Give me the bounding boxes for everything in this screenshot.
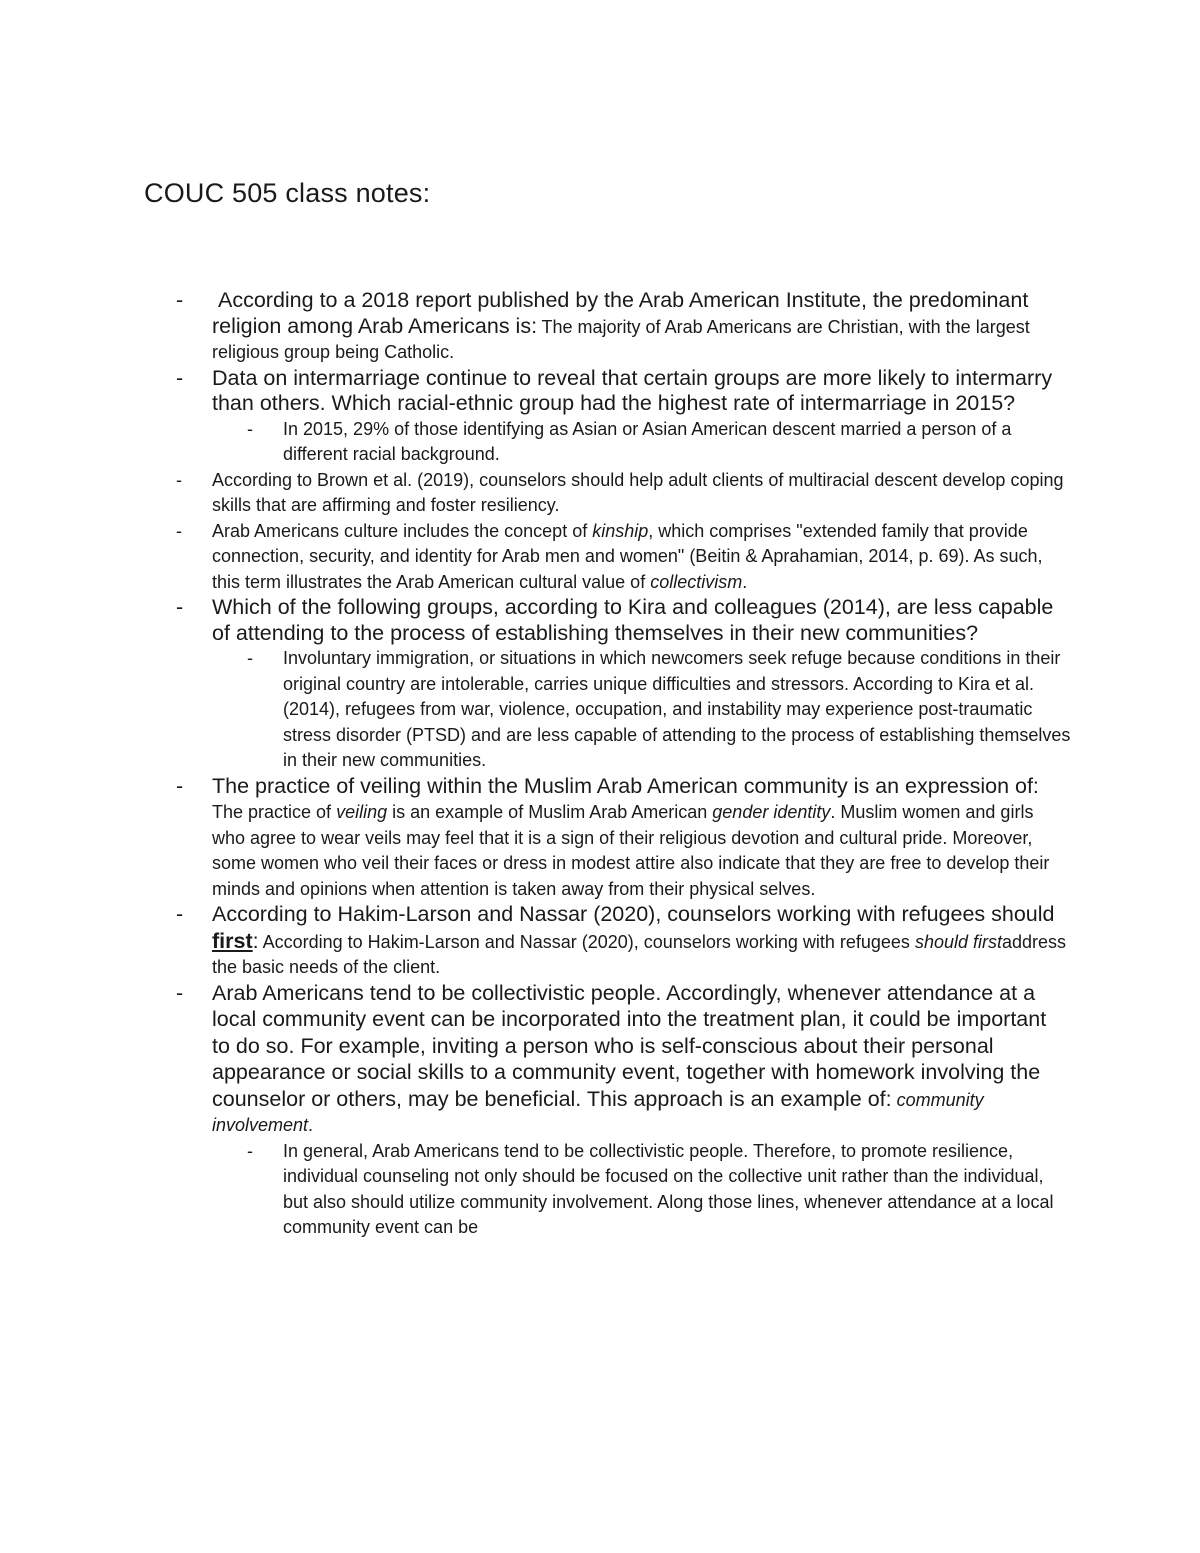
note-kira <box>0 595 1200 646</box>
answer-text: In general, Arab Americans tend to be collectivistic people. Therefore, to promote resilience, individual counseling not only should be focused on the collective unit rather than the individual, but also should utilize community involvement. Along those lines, whenever attendance at a local community event can be <box>283 1140 1054 1237</box>
sub-bullet-dash: - <box>247 648 253 668</box>
bullet-dash: - <box>176 902 184 926</box>
question-text: Data on intermarriage continue to reveal that certain groups are more likely to intermarry than others. Which racial-ethnic group had the highest rate of intermarriage in 2015? <box>212 365 1053 415</box>
bullet-dash: - <box>176 288 184 312</box>
note-religion <box>0 288 1200 366</box>
sub-bullet-dash: - <box>247 1140 253 1161</box>
question-answer-text: Arab Americans tend to be collectivistic people. Accordingly, whenever attendance at a local community event can be incorporated into the treatment plan, it could be important to do so. For example, inviting a person who is self-conscious about their personal appearance or social skills to a community event, together with homework involving the counselor or others, may be beneficial. This approach is an example of: community involvement. <box>212 980 1047 1135</box>
note-multiracial <box>0 468 1200 519</box>
collectivism-term: collectivism <box>650 571 743 592</box>
sub-bullet-dash: - <box>247 418 253 439</box>
should-first-term: should first <box>914 931 1002 952</box>
question-text: The practice of veiling within the Muslim Arab American community is an expression of: <box>212 773 1039 798</box>
sub-note-kira <box>0 646 1200 774</box>
answer-term: community involvement <box>212 1089 984 1135</box>
question-text: According to a 2018 report published by the Arab American Institute, the predominant religion among Arab Americans is: <box>212 288 1029 338</box>
note-kinship <box>0 519 1200 596</box>
sub-note-community <box>0 1139 1200 1241</box>
sub-note-intermarriage <box>0 417 1200 468</box>
bullet-dash: - <box>176 595 184 619</box>
note-refugees <box>0 902 1200 981</box>
answer-text: In 2015, 29% of those identifying as Asian or Asian American descent married a person of a different racial background. <box>283 418 1012 464</box>
answer-text: Involuntary immigration, or situations in which newcomers seek refuge because conditions in their original country are intolerable, carries unique difficulties and stressors. According to Kira et al. (2014), refugees from war, violence, occupation, and instability may experience post-traumatic stress disorder (PTSD) and are less capable of attending to the process of establishing themselves in their new communities. <box>283 648 1071 770</box>
bullet-dash: - <box>176 773 184 798</box>
gender-identity-term: gender identity <box>712 802 831 822</box>
veiling-term: veiling <box>336 802 388 822</box>
question-answer-text: The practice of veiling within the Muslim Arab American community is an expression of: The practice of veiling is an example of Muslim Arab American gender identity. Muslim women and girls who agree to wear veils may feel that it is a sign of their religious devotion and cultural pride. Moreover, some women who veil their faces or dress in modest attire also indicate that they are free to develop their minds and opinions when attention is taken away from their physical selves. <box>212 773 1050 899</box>
bullet-dash: - <box>176 469 182 490</box>
question-text: Arab Americans tend to be collectivistic people. Accordingly, whenever attendance at a local community event can be incorporated into the treatment plan, it could be important to do so. For example, inviting a person who is self-conscious about their personal appearance or social skills to a community event, together with homework involving the counselor or others, may be beneficial. This approach is an example of: <box>212 980 1047 1111</box>
bullet-dash: - <box>176 520 182 541</box>
bullet-dash: - <box>176 980 184 1005</box>
answer-text: The majority of Arab Americans are Christian, with the largest religious group being Catholic. <box>212 316 1030 362</box>
answer-text: Arab Americans culture includes the concept of kinship, which comprises "extended family that provide connection, security, and identity for Arab men and women" (Beitin & Aprahamian, 2014, p. 69). As such, this term illustrates the Arab American cultural value of collectivism. <box>212 520 1043 592</box>
bullet-dash: - <box>176 365 184 390</box>
question-answer-text: According to Hakim-Larson and Nassar (2020), counselors working with refugees should first: According to Hakim-Larson and Nassar (2020), counselors working with refugees should firstaddress the basic needs of the client. <box>212 902 1067 977</box>
question-text: Which of the following groups, according to Kira and colleagues (2014), are less capable of attending to the process of establishing themselves in their new communities? <box>212 595 1054 645</box>
question-text: According to Hakim-Larson and Nassar (2020), counselors working with refugees should first: <box>212 902 1055 953</box>
answer-text: According to Brown et al. (2019), counselors should help adult clients of multiracial descent develop coping skills that are affirming and foster resiliency. <box>212 469 1064 515</box>
kinship-term: kinship <box>592 520 649 541</box>
note-intermarriage <box>0 366 1200 417</box>
first-emphasis: first <box>212 928 253 953</box>
notes-list <box>0 288 1200 1241</box>
note-community <box>0 981 1200 1139</box>
note-veiling <box>0 774 1200 903</box>
page-title: COUC 505 class notes: <box>144 178 431 208</box>
